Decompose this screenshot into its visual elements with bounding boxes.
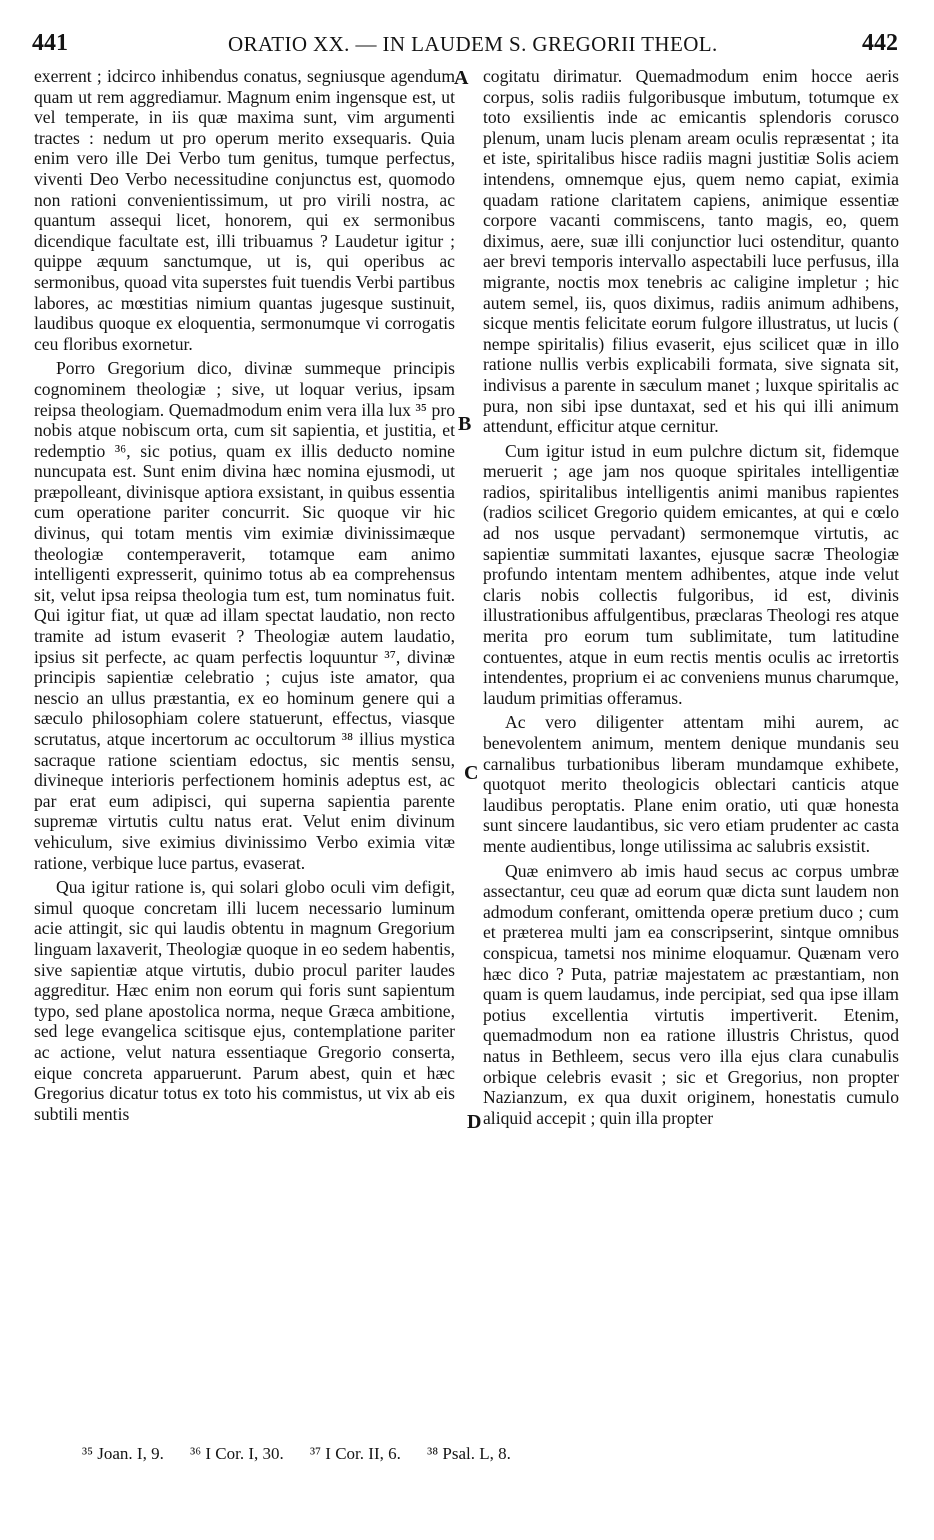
section-marker-d: D [467,1111,482,1133]
right-paragraph-4: Quæ enimvero ab imis haud secus ac corpus umbræ assectantur, ceu quæ ad eorum quæ dicta sunt laudem non admodum conferant, omittenda operæ pretium duco ; cum et præterea multi jam ea conscripserint, sintque omnibus conspicua, tametsi nos minime eloquamur. Quænam vero hæc dico ? Puta, patriæ majestatem ac præstantiam, non quam is quem laudamus, inde percipiat, sed qua ipse illam potius excellentia virtutis impertiverit. Etenim, quemadmodum non ea ratione illustris Christus, quod natus in Bethleem, secus vero illa ejus clara cunabulis orbique celebris evasit ; sic et Gregorius, non propter Nazianzum, ex qua duxit originem, honestatis cumulo aliquid accepit ; quin illa propter [483,860,899,1128]
section-marker-b: B [458,413,472,435]
page-number-right: 442 [862,30,898,56]
footnotes [82,1444,533,1464]
right-paragraph-3: Ac vero diligenter attentam mihi aurem, ac benevolentem animum, mentem denique mundanis seu carnalibus turbationibus liberam mundamque exhibete, quotquot merito theologicis oblectari canticis atque laudibus peroptatis. Plane enim oratio, uti quæ honesta sunt sincere laudantibus, sic vero etiam prudenter ac casta mente audientibus, longe utilissima ac salubris exsistit. [483,712,899,856]
footnote-37: ³⁷ I Cor. II, 6. [310,1444,401,1463]
right-paragraph-2: Cum igitur istud in eum pulchre dictum sit, fidemque meruerit ; age jam nos quoque spiritales intelligentiæ radios, spiritalibus intelligentis animi manibus rapientes (radios scilicet Gregorio quidem emicantes, at qui e cœlo ad nos usque pervadant) sermonemque virtutis, ac sapientiæ summitati laxantes, ejusque sacræ Theologiæ profundo intentam mentem adhibentes, atque inde velut claris nobis collectis fulgoribus, id est, divinis illustrationibus affulgentibus, præclaras Theologi res atque merita pro eorum tum sublimitate, tum latitudine contuentes, atque in eum rectis mentis oculis ac irretortis intendentes, proprium ei ac conveniens munus charumque, laudum primitias offeramus. [483,440,899,708]
right-paragraph-1: cogitatu dirimatur. Quemadmodum enim hocce aeris corpus, solis radiis fulgoribusque imbutum, totumque ex toto exsilientis inde ac emicantis splendoris corusco plenum, unam lucis plenam aream oculis repræsentat ; ita et iste, spiritalibus hisce radiis magni justitiæ Solis aciem intendens, omnemque ejus, quem nemo capiat, eximia quadam ratione claritatem capiens, animique essentiæ corpore vacanti commiscens, tanto magis, eo, quem diximus, aere, suæ illi conjunctior luci ostenditur, quanto aer brevi temporis intervallo aspectabili luce perfusus, illa migrante, noctis mox tenebris ac caligine impletur ; hic autem semel, iis, quos diximus, radiis animum adhibens, sicque mentis felicitate eorum fulgore illustratus, ut lucis ( nempe spiritalis) filius evaserit, ejus scilicet quæ in illo ratione nullis verbis explicabili formata, sive signata sit, indivisus a parente in sæculum manet ; luxque spiritalis ac pura, non sibi ipse duntaxat, sed et his qui illi animum attendunt, efficitur atque cernitur. [483,66,899,437]
running-header [32,30,898,64]
section-marker-a: A [454,67,469,89]
left-column [34,66,455,1128]
footnote-38: ³⁸ Psal. L, 8. [427,1444,511,1463]
footnote-35: ³⁵ Joan. I, 9. [82,1444,164,1463]
right-column [483,66,899,1132]
page-number-left: 441 [32,30,68,56]
left-paragraph-3: Qua igitur ratione is, qui solari globo oculi vim defigit, simul quoque concretam illi lucem necessario luminum acie attingit, sic qui laudis obtentu in magnum Gregorium linguam laxaverit, Theologiæ quoque in eo sedem habentis, sive sapientiæ atque virtutis, dubio procul pariter laudes aggreditur. Hæc enim non eorum qui foris sunt sapientum typo, sed plane apostolica norma, neque Græca ambitione, sed lege evangelica scitisque ejus, contemplatione pariter ac actione, velut natura essentiaque Gregorio conserta, eique concreta apparuerunt. Parum abest, quin et hæc Gregorius dicatur totus ex toto his commistus, ut vix ab eis subtili mentis [34,877,455,1124]
left-paragraph-1: exerrent ; idcirco inhibendus conatus, segniusque agendum quam ut rem aggrediamur. Magnum enim ingensque est, ut vel temperate, in iis quæ maxima sunt, vim argumenti tractes : nedum ut pro operum merito exsequaris. Quia enim vero ille Dei Verbo tum genitus, tumque perfectus, viventi Deo Verbo necessitudine conjunctus est, quomodo non rationi convenientissimum, ut pro virili nostra, ac quantum assequi licet, honorem, qui ex sermonibus dicendique facultate est, illi tribuamus ? Laudetur igitur ; quippe æquum sanctumque, ut is, qui operibus ac sermonibus, quoad vita superstes fuit tuendis Verbi partibus labores, ac mœstitias nimium quantas jugesque sustinuit, laudibus quoque ex eloquentia, sermonumque vi corrogatis ceu floribus exornetur. [34,66,455,354]
section-marker-c: C [464,762,479,784]
left-paragraph-2: Porro Gregorium dico, divinæ summeque principis cognominem theologiæ ; sive, ut loquar verius, ipsam reipsa theologiam. Quemadmodum enim vera illa lux ³⁵ pro nobis atque nobiscum orta, cum sit sapientia, et justitia, et redemptio ³⁶, sic potius, quam ex illis deducto nomine nuncupata est. Sunt enim divina hæc nomina ejusmodi, ut præpolleant, divinisque aptiora exsistant, in quibus essentia cum operatione pariter concurrit. Sic quoque vir hic divinus, qui totam mentis vim eximiæ divinissimæque theologiæ contemperaverit, totamque eam animo intelligenti expresserit, quinimo totus ab ea comprehensus sit, velut ipsa reipsa theologia tum est, tum nominatus fuit. Qui igitur fiat, ut quæ ad illam spectat laudatio, non recto tramite ad istum evaserit ? Theologiæ autem laudatio, ipsius sit perfecte, ac quam perfectis loquuntur ³⁷, divinæ principis sapientiæ celebratio ; cujus iste amator, qua nescio an ullus præstantia, ex eo hominum genere qui a sæculo philosophiam colere statuerunt, effectus, viasque scrutatus, atque incertorum ac occultorum ³⁸ illius mystica sacraque ratione scientiam edoctus, sic mentis sensu, divineque interioris perfectionem hominis adeptus est, ac par erat eum adipisci, qui superna sapientia parente supremæ virtutis cultu natus erat. Velut enim divinum vehiculum, sive eximius divinissimo Verbo eximia vitæ ratione, verbique luce partus, evaserat. [34,358,455,873]
footnote-36: ³⁶ I Cor. I, 30. [190,1444,284,1463]
running-title: ORATIO XX. — IN LAUDEM S. GREGORII THEOL. [228,32,718,56]
